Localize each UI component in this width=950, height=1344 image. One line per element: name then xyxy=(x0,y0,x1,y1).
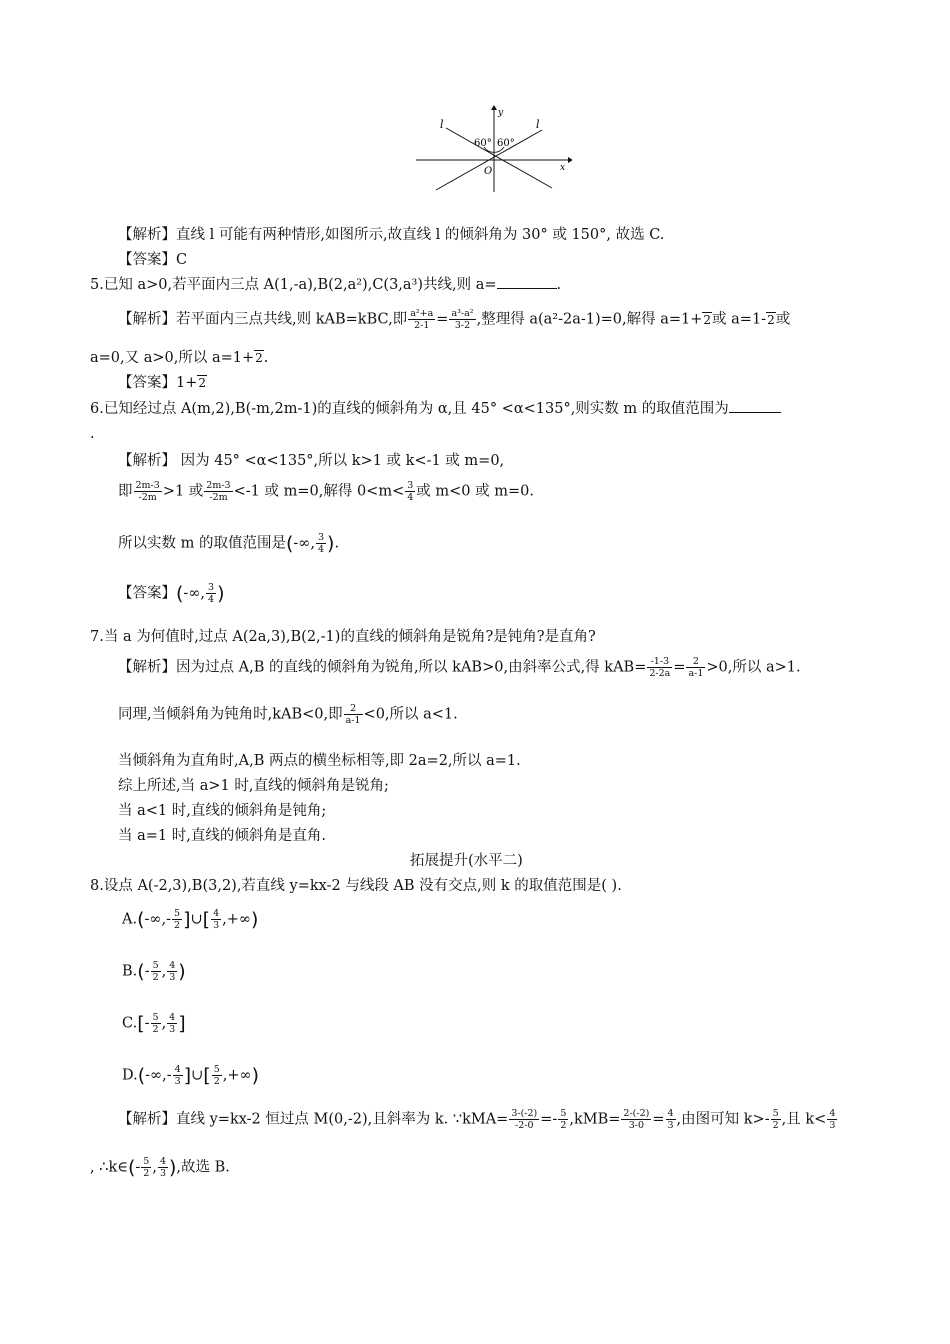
q7-analysis-4: 综上所述,当 a>1 时,直线的倾斜角是锐角; xyxy=(118,778,389,794)
q7-question: 7.当 a 为何值时,过点 A(2a,3),B(2,-1)的直线的倾斜角是锐角?是钝角?是直角? xyxy=(90,629,596,645)
line-label-right: l xyxy=(536,118,540,131)
q5-analysis-line2: a=0,又 a>0,所以 a=1+2. xyxy=(90,350,269,366)
q5-answer: 【答案】1+2 xyxy=(118,375,207,391)
q4-analysis: 【解析】直线 l 可能有两种情形,如图所示,故直线 l 的倾斜角为 30° 或 150°, 故选 C. xyxy=(118,227,665,243)
angle-label-left: 60° xyxy=(474,138,492,149)
line-label-left: l xyxy=(440,118,444,131)
q6-answer: 【答案】(-∞, $\frac{3}{4}$ ) xyxy=(118,582,225,605)
y-axis-label: y xyxy=(498,108,504,118)
q8-option-d[interactable]: D.(-∞,- $\frac{4}{3}$ ]∪[ $\frac{5}{2}$ ,+∞) xyxy=(122,1064,259,1087)
angle-label-right: 60° xyxy=(497,138,515,149)
q6-range: 所以实数 m 的取值范围是(-∞, $\frac{3}{4}$ ). xyxy=(118,532,340,555)
q7-analysis-1: 【解析】因为过点 A,B 的直线的倾斜角为锐角,所以 kAB>0,由斜率公式,得 kAB= $\frac{-1-3}{2-2a}$ = $\frac{2}{a-1}$ >0,所以 a>1. xyxy=(118,656,801,679)
q4-answer: 【答案】C xyxy=(118,252,188,268)
q8-option-a[interactable]: A.(-∞,- $\frac{5}{2}$ ]∪[ $\frac{4}{3}$ ,+∞) xyxy=(122,908,259,931)
q7-analysis-2: 同理,当倾斜角为钝角时,kAB<0,即 $\frac{2}{a-1}$ <0,所以 a<1. xyxy=(118,703,458,726)
angle-figure xyxy=(412,104,572,194)
q7-analysis-3: 当倾斜角为直角时,A,B 两点的横坐标相等,即 2a=2,所以 a=1. xyxy=(118,753,521,769)
section-heading: 拓展提升(水平二) xyxy=(410,853,523,869)
origin-label: O xyxy=(484,166,493,177)
q6-analysis-2: 即 $\frac{2m-3}{-2m}$ >1 或 $\frac{2m-3}{-2m}$ <-1 或 m=0,解得 0<m< $\frac{3}{4}$ 或 m<0 或 m=0. xyxy=(118,480,534,503)
q8-analysis-line2: , ∴k∈(- $\frac{5}{2}$ , $\frac{4}{3}$ ),故选 B. xyxy=(90,1156,230,1179)
q5-question: 5.已知 a>0,若平面内三点 A(1,-a),B(2,a²),C(3,a³)共线,则 a= . xyxy=(90,277,562,293)
q7-analysis-6: 当 a=1 时,直线的倾斜角是直角. xyxy=(118,828,326,844)
q6-question: 6.已知经过点 A(m,2),B(-m,2m-1)的直线的倾斜角为 α,且 45° <α<135°,则实数 m 的取值范围为 xyxy=(90,400,781,418)
q7-analysis-5: 当 a<1 时,直线的倾斜角是钝角; xyxy=(118,803,327,819)
q6-analysis-1: 【解析】 因为 45° <α<135°,所以 k>1 或 k<-1 或 m=0, xyxy=(118,453,505,469)
q5-analysis: 【解析】若平面内三点共线,则 kAB=kBC,即 $\frac{\text{a²+a}}{2-1}$ = $\frac{\text{a³-a²}}{3-2}$ ,整理得 a(a²-2a-1)=0,解得 a=1+2或 a=1-2或 xyxy=(118,308,791,331)
q8-question: 8.设点 A(-2,3),B(3,2),若直线 y=kx-2 与线段 AB 没有交点,则 k 的取值范围是( ). xyxy=(90,878,622,894)
x-axis-label: x xyxy=(560,163,566,173)
q8-option-b[interactable]: B.(- $\frac{5}{2}$ , $\frac{4}{3}$ ) xyxy=(122,960,186,983)
q8-option-c[interactable]: C.[- $\frac{5}{2}$ , $\frac{4}{3}$ ] xyxy=(122,1012,186,1035)
q8-analysis: 【解析】直线 y=kx-2 恒过点 M(0,-2),且斜率为 k. ∵kMA= $\frac{3-(-2)}{-2-0}$ =- $\frac{5}{2}$ ,kMB= $\frac{2-(-2)}{3-0}$ = $\frac{4}{3}$ ,由图可知 k>- $\frac{5}{2}$ ,且 k< $\frac{4}{3}$ xyxy=(118,1108,836,1131)
